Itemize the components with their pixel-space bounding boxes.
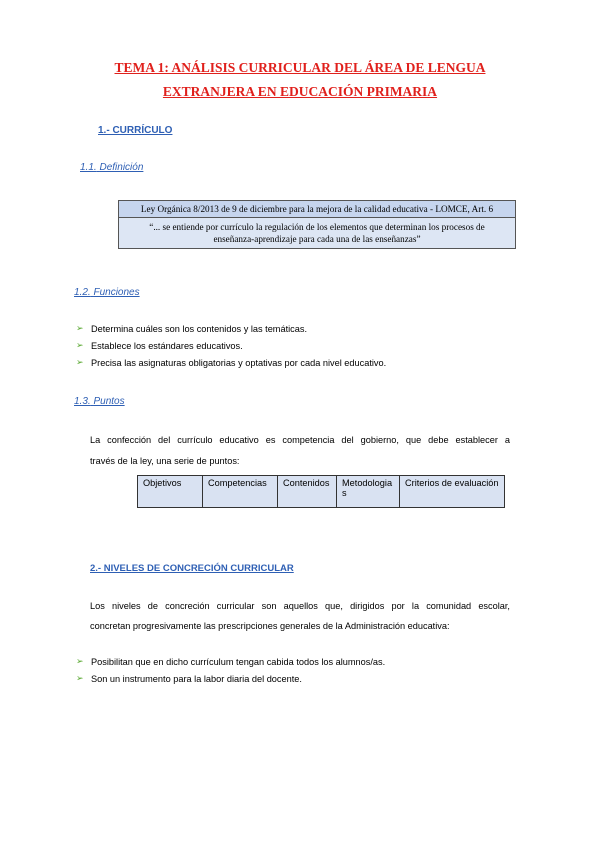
puntos-table	[137, 475, 505, 508]
section2-heading: 2.- NIVELES DE CONCRECIÓN CURRICULAR	[90, 563, 294, 574]
list-item	[76, 323, 307, 334]
list-item	[76, 673, 302, 684]
arrow-bullet-icon: ➢	[76, 340, 84, 350]
list-item-text: Posibilitan que en dicho currículum tengan cabida todos los alumnos/as.	[91, 656, 386, 667]
subsection-label: Definición	[99, 162, 144, 173]
subsection-label: Funciones	[93, 287, 140, 298]
table-cell: Competencias	[203, 476, 278, 508]
list-item-text: Son un instrumento para la labor diaria del docente.	[91, 673, 302, 684]
niveles-paragraph-line2: concretan progresivamente las prescripciones generales de la Administración educativa:	[90, 621, 450, 631]
table-cell: Contenidos	[278, 476, 337, 508]
table-cell: Metodologia s	[337, 476, 400, 508]
definition-source: Ley Orgánica 8/2013 de 9 de diciembre para la mejora de la calidad educativa - LOMCE, Art. 6	[119, 201, 515, 218]
arrow-bullet-icon: ➢	[76, 323, 84, 333]
subsection-label: Puntos	[93, 396, 125, 407]
table-row	[138, 476, 505, 508]
puntos-paragraph-line1: La confección del currículo educativo es competencia del gobierno, que debe establecer a	[90, 435, 510, 445]
subsection-number: 1.2.	[74, 287, 91, 298]
table-cell: Objetivos	[138, 476, 203, 508]
section1-heading: 1.- CURRÍCULO	[98, 125, 173, 136]
list-item	[76, 357, 386, 368]
arrow-bullet-icon: ➢	[76, 656, 84, 666]
list-item-text: Precisa las asignaturas obligatorias y optativas por cada nivel educativo.	[91, 357, 387, 368]
subsection-number: 1.3.	[74, 396, 91, 407]
subsection-number: 1.1.	[80, 162, 97, 173]
list-item	[76, 340, 243, 351]
subsection-definicion-heading	[80, 162, 143, 173]
definition-box	[118, 200, 516, 249]
list-item-text: Determina cuáles son los contenidos y las temáticas.	[91, 323, 308, 334]
list-item-text: Establece los estándares educativos.	[91, 340, 243, 351]
niveles-paragraph-line1: Los niveles de concreción curricular son aquellos que, dirigidos por la comunidad escolar,	[90, 601, 510, 611]
puntos-paragraph-line2: través de la ley, una serie de puntos:	[90, 456, 240, 466]
table-cell: Criterios de evaluación	[400, 476, 505, 508]
subsection-puntos-heading	[74, 396, 125, 407]
arrow-bullet-icon: ➢	[76, 357, 84, 367]
list-item	[76, 656, 385, 667]
definition-quote-line2: enseñanza-aprendizaje para cada una de las enseñanzas”	[213, 234, 421, 244]
subsection-funciones-heading	[74, 287, 140, 298]
document-title-line1: TEMA 1: ANÁLISIS CURRICULAR DEL ÁREA DE LENGUA	[114, 60, 486, 75]
definition-quote-line1: “... se entiende por currículo la regulación de los elementos que determinan los procesos de	[149, 222, 485, 232]
document-title-line2: EXTRANJERA EN EDUCACIÓN PRIMARIA	[162, 84, 438, 99]
definition-quote	[119, 218, 515, 248]
arrow-bullet-icon: ➢	[76, 673, 84, 683]
